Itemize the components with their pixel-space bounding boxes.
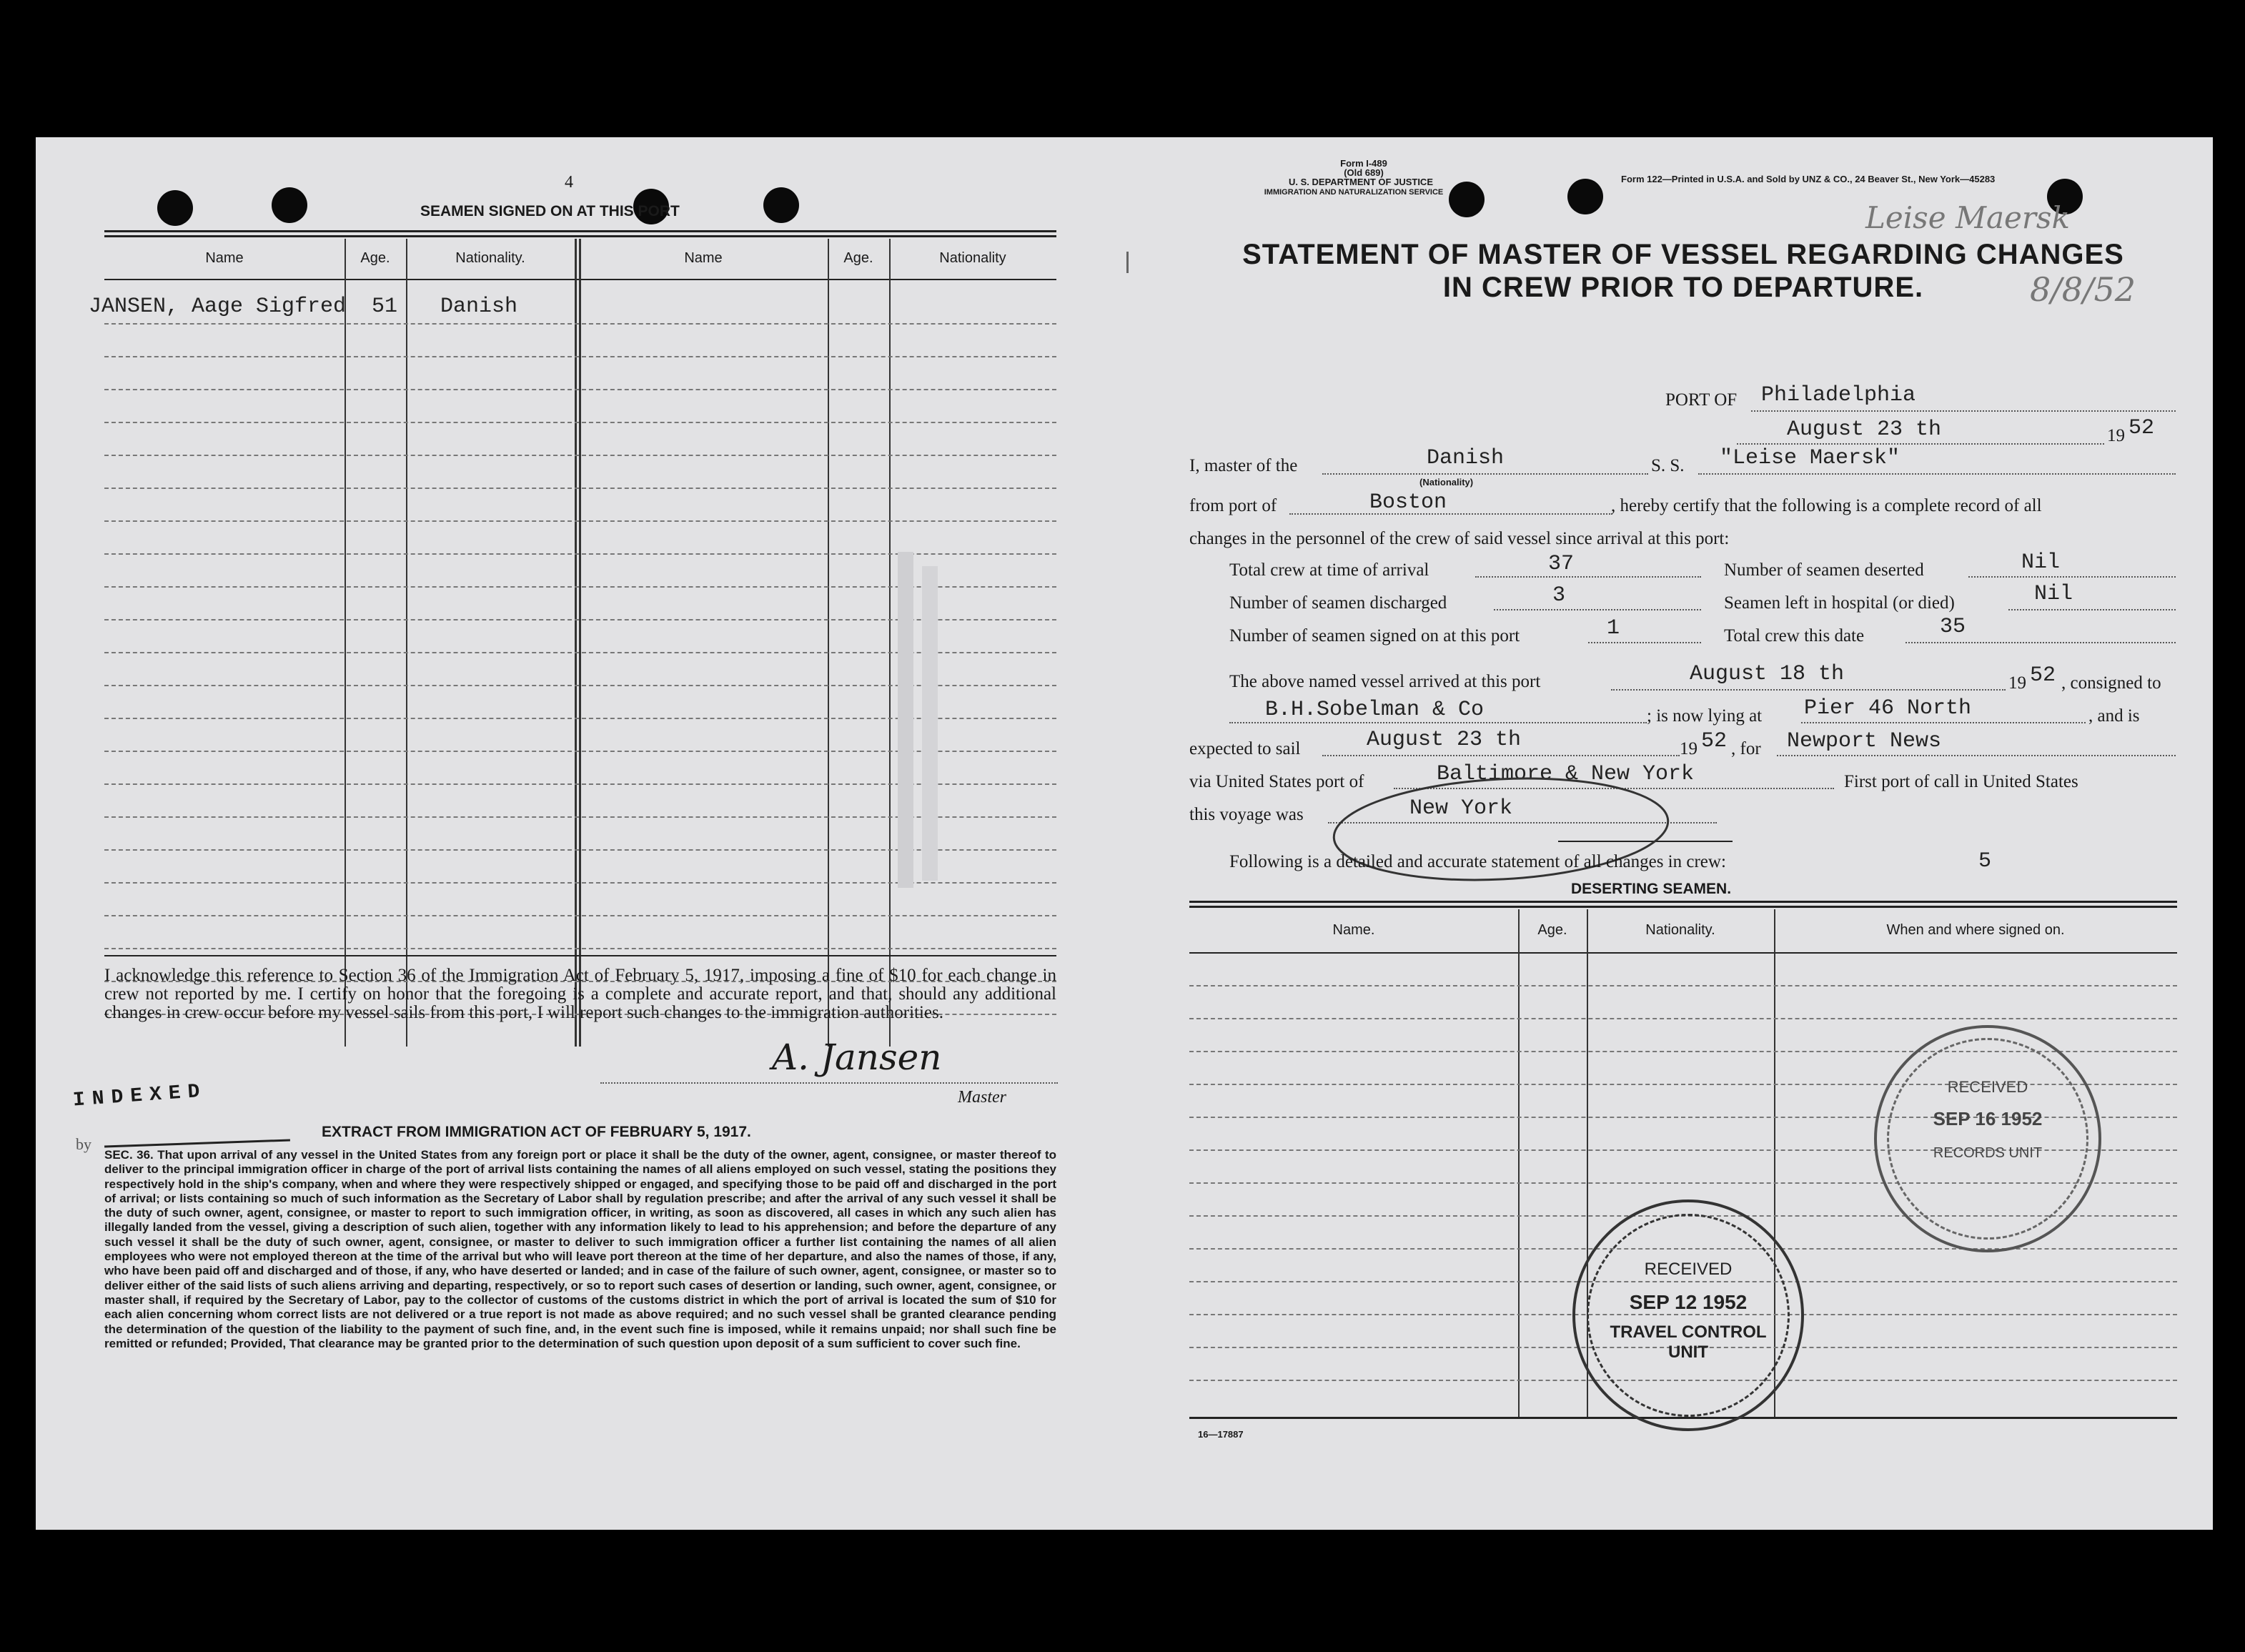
col-divider — [345, 239, 346, 1047]
expected-label: expected to sail — [1189, 739, 1301, 758]
nationality-line — [1322, 473, 1648, 475]
consigned-label: , consigned to — [2061, 673, 2161, 693]
deserted-value: Nil — [2021, 550, 2061, 575]
received-stamp-travel-control — [1572, 1200, 1804, 1431]
port-value: Philadelphia — [1761, 383, 1916, 407]
hand-drawn-circle — [1322, 766, 1680, 895]
changes-count: 5 — [1978, 849, 1992, 874]
stamp-text: RECEIVED — [1947, 1078, 2028, 1096]
stamp-date: SEP 16 1952 — [1933, 1108, 2043, 1129]
first-port-label: First port of call in United States — [1844, 772, 2078, 791]
lying-line — [1801, 722, 2086, 723]
service: IMMIGRATION AND NATURALIZATION SERVICE — [1264, 188, 1444, 197]
col-divider — [575, 239, 577, 1047]
master-label: Master — [958, 1088, 1006, 1107]
arrived-label: The above named vessel arrived at this port — [1229, 672, 1541, 691]
arrived-value: August 18 th — [1690, 662, 1845, 686]
department: U. S. DEPARTMENT OF JUSTICE — [1289, 177, 1433, 187]
deserting-col-name: Name. — [1332, 922, 1375, 938]
deserting-col-signed-on: When and where signed on. — [1886, 922, 2065, 938]
punch-hole — [1567, 179, 1603, 214]
for-line — [1777, 755, 2176, 756]
total-crew-arrival-value: 37 — [1548, 552, 1575, 576]
for-label: , for — [1731, 739, 1761, 758]
form-title-line2: IN CREW PRIOR TO DEPARTURE. — [1442, 272, 1924, 303]
fold-mark — [1126, 252, 1129, 273]
via-value: Baltimore & New York — [1437, 762, 1695, 786]
table-bottom-rule — [104, 955, 1056, 956]
extract-text: SEC. 36. That upon arrival of any vessel in the United States from any foreign port or place it shall be the duty of the owner, agent, consignee, or master thereof to deliver to the principal immigration officer in charge of the port of arrival lists containing the names of all aliens employed on such vessel, stating the positions they respectively hold in the ship's company, when and where they were respectively shipped or engaged, and specifying those to be paid off and discharged in the port of arrival; or lists containing so much of such information as the Secretary of Labor shall by regulation prescribe; and after the arrival of any such vessel it shall be the duty of such owner, agent, consignee, or master to report to such immigration officer, in writing, as soon as discovered, all cases in which any such alien has illegally landed from the vessel, giving a description of such alien, together with any information likely to lead to his apprehension; and before the departure of any such vessel it shall be the duty of such owner, agent, consignee, or master to deliver to such immigration officer a further list containing the names of all alien employees who were not employed thereon at the time of the arrival but who will leave port thereon at the time of her departure, and also the names of those, if any, who have been paid off and discharged and of those, if any, who have deserted or landed; and in case of the failure of such owner, agent, consignee, or master so to deliver either of the said lists of such aliens arriving and departing, respectively, or so to report such cases of desertion or landing, such owner, agent, consignee, or master shall, if required by the Secretary of Labor, pay to the collector of customs of the customs district in which the port of arrival is located the sum of $10 for each alien concerning whom correct lists are not delivered or a true report is not made as above required; and no such vessel shall be granted clearance pending the determination of the question of the liability to the payment of such fine, and, in the event such fine is imposed, while it remains unpaid; nor shall such fine be remitted or refunded; Provided, That clearance may be granted prior to the determination of such question upon deposit of a sum sufficient to cover such fine. — [104, 1148, 1056, 1350]
vessel-line — [1698, 473, 2176, 475]
signature-line — [600, 1082, 1058, 1084]
date-line — [1737, 443, 2104, 445]
arrived-year-suffix: 52 — [2030, 663, 2056, 688]
nationality-caption: (Nationality) — [1419, 477, 1474, 488]
by-mark: by — [76, 1135, 91, 1153]
first-port-value: New York — [1409, 796, 1513, 821]
following-label: Following is a detailed and accurate statement of all changes in crew: — [1229, 852, 1726, 871]
from-port-value: Boston — [1369, 490, 1447, 515]
row-line — [104, 948, 1056, 949]
hospital-line — [2008, 609, 2176, 610]
row-line — [1189, 1018, 2177, 1019]
punch-hole — [272, 187, 307, 223]
discharged-value: 3 — [1552, 583, 1566, 608]
stamp-unit-2: UNIT — [1668, 1342, 1708, 1362]
deserting-header-rule — [1189, 952, 2177, 954]
deserted-label: Number of seamen deserted — [1724, 560, 1924, 580]
row-line — [104, 915, 1056, 916]
date-value: August 23 th — [1787, 417, 1942, 442]
total-crew-date-label: Total crew this date — [1724, 626, 1865, 646]
footer-code: 16—17887 — [1198, 1429, 1244, 1440]
arrived-year-prefix: 19 — [2008, 673, 2026, 693]
signed-on-line — [1588, 642, 1701, 643]
port-label: PORT OF — [1665, 390, 1738, 410]
arrived-line — [1611, 689, 2006, 691]
year-prefix: 19 — [2107, 426, 2125, 445]
punch-hole — [763, 187, 799, 223]
row-line — [104, 356, 1056, 357]
expected-year-suffix: 52 — [1701, 729, 1728, 753]
row-line — [104, 455, 1056, 456]
form-title-line1: STATEMENT OF MASTER OF VESSEL REGARDING CHANGES — [1242, 239, 2124, 270]
consignee-value: B.H.Sobelman & Co — [1265, 698, 1485, 722]
col-header-age: Age. — [360, 250, 390, 266]
signed-on-label: Number of seamen signed on at this port — [1229, 626, 1520, 646]
nationality-value: Danish — [1427, 446, 1505, 470]
faint-stamp-mark — [891, 552, 955, 895]
col-header-name: Name — [205, 250, 244, 266]
stamp-unit: RECORDS UNIT — [1933, 1145, 2043, 1161]
expected-year-prefix: 19 — [1680, 739, 1698, 758]
master-signature: A. Jansen — [772, 1037, 942, 1078]
form-number: Form I-489 — [1340, 158, 1387, 169]
lying-label: ; is now lying at — [1647, 706, 1763, 726]
stamp-date: SEP 12 1952 — [1629, 1291, 1748, 1313]
stamp-text: RECEIVED — [1644, 1260, 1733, 1279]
col-header-nationality: Nationality. — [455, 250, 525, 266]
total-crew-date-value: 35 — [1940, 615, 1966, 639]
deserting-col-age: Age. — [1537, 922, 1567, 938]
via-label: via United States port of — [1189, 772, 1364, 791]
port-line — [1751, 410, 2176, 412]
deserting-table-rule — [1189, 901, 2177, 908]
master-of-label: I, master of the — [1189, 456, 1298, 475]
acknowledgement-text: I acknowledge this reference to Section 36 of the Immigration Act of February 5, 1917, imposing a fine of $10 for each change in crew not reported by me. I certify on honor that the foregoing is a complete and accurate report, and that, should any additional changes in crew occur before my vessel sails from this port, I will report such changes to the immigration authorities. — [104, 966, 1056, 1022]
printer-note: Form 122—Printed in U.S.A. and Sold by UNZ & CO., 24 Beaver St., New York—45283 — [1621, 174, 1996, 184]
indexed-stamp: INDEXED — [72, 1080, 208, 1112]
discharged-line — [1494, 609, 1701, 610]
received-stamp-records — [1874, 1025, 2101, 1252]
ss-label: S. S. — [1651, 456, 1685, 475]
col-divider — [579, 239, 581, 1047]
table-row-nationality: Danish — [440, 295, 518, 319]
row-line — [104, 389, 1056, 390]
certify-text: , hereby certify that the following is a complete record of all — [1611, 496, 2042, 515]
from-port-line — [1289, 513, 1612, 515]
total-crew-arrival-label: Total crew at time of arrival — [1229, 560, 1429, 580]
row-line — [104, 323, 1056, 325]
col-header-nationality-2: Nationality — [939, 250, 1006, 266]
total-crew-date-line — [1905, 642, 2176, 643]
col-divider — [406, 239, 407, 1047]
vessel-name: "Leise Maersk" — [1720, 446, 1900, 470]
row-line — [104, 422, 1056, 423]
handwritten-note: Leise Maersk — [1865, 200, 2070, 235]
year-suffix: 52 — [2128, 416, 2155, 440]
lying-value: Pier 46 North — [1804, 696, 1972, 721]
form-old-number: (Old 689) — [1344, 167, 1384, 178]
and-is-label: , and is — [2088, 706, 2140, 726]
this-voyage-label: this voyage was — [1189, 805, 1304, 824]
signed-on-value: 1 — [1607, 616, 1620, 640]
section-title: SEAMEN SIGNED ON AT THIS PORT — [420, 203, 680, 219]
table-top-rule — [104, 230, 1056, 237]
document-sheet — [36, 137, 2213, 1530]
row-line — [1189, 985, 2177, 986]
row-line — [104, 520, 1056, 522]
deserted-line — [1968, 576, 2176, 578]
deserting-col-nationality: Nationality. — [1645, 922, 1715, 938]
for-value: Newport News — [1787, 729, 1942, 753]
punch-hole — [157, 190, 193, 226]
total-crew-arrival-line — [1475, 576, 1701, 578]
col-header-name-2: Name — [684, 250, 723, 266]
row-line — [104, 488, 1056, 489]
hospital-value: Nil — [2034, 582, 2073, 606]
expected-value: August 23 th — [1367, 728, 1522, 752]
changes-text: changes in the personnel of the crew of said vessel since arrival at this port: — [1189, 529, 1730, 548]
from-port-label: from port of — [1189, 496, 1277, 515]
by-underline — [104, 1139, 290, 1147]
discharged-label: Number of seamen discharged — [1229, 593, 1447, 613]
expected-line — [1322, 755, 1680, 756]
page-number: 4 — [565, 173, 573, 192]
table-row-age: 51 — [372, 295, 398, 319]
deserting-title: DESERTING SEAMEN. — [1571, 881, 1732, 897]
col-divider — [828, 239, 829, 1047]
consignee-line — [1229, 722, 1647, 723]
col-header-age-2: Age. — [843, 250, 873, 266]
handwritten-date: 8/8/52 — [2030, 270, 2136, 309]
hospital-label: Seamen left in hospital (or died) — [1724, 593, 1955, 613]
extract-title: EXTRACT FROM IMMIGRATION ACT OF FEBRUARY 5, 1917. — [322, 1124, 751, 1140]
table-row-name: JANSEN, Aage Sigfred — [89, 295, 347, 319]
stamp-unit: TRAVEL CONTROL — [1610, 1322, 1767, 1342]
